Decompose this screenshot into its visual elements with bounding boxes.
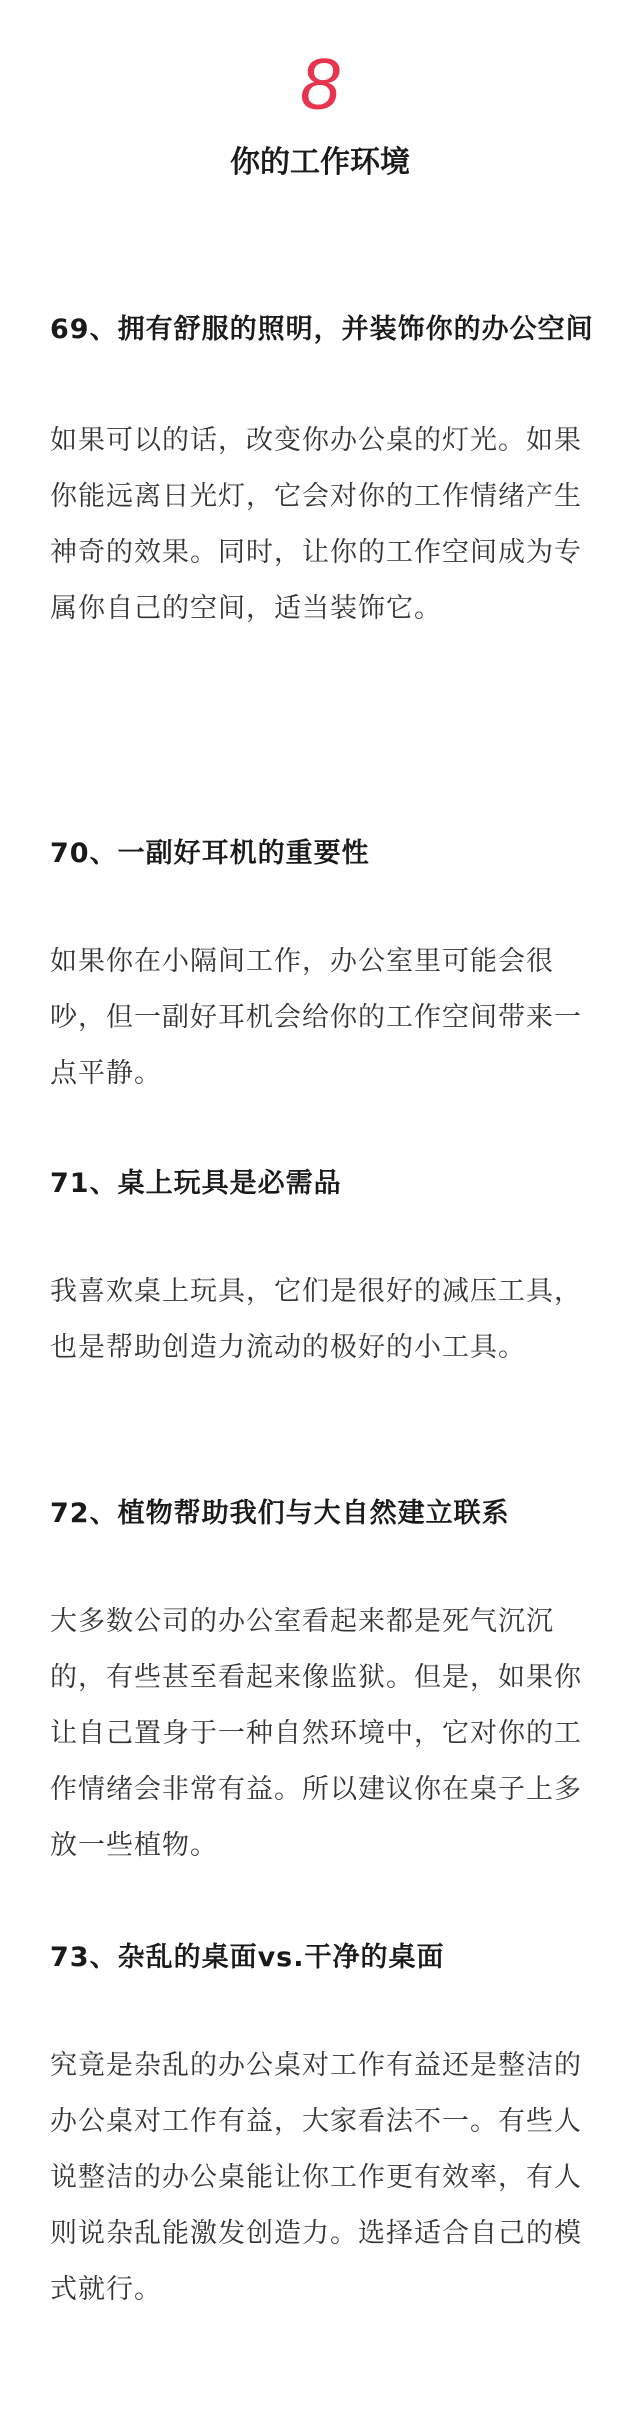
- tip-section-69: [50, 300, 595, 637]
- tip-section-72: [50, 1484, 595, 1874]
- tip-body: 我喜欢桌上玩具，它们是很好的减压工具，也是帮助创造力流动的极好的小工具。: [50, 1276, 582, 1363]
- chapter-number: 8: [299, 45, 341, 125]
- tip-heading: 73、杂乱的桌面vs.干净的桌面: [50, 1942, 445, 1973]
- tip-heading: 69、拥有舒服的照明，并装饰你的办公空间: [50, 314, 594, 345]
- tip-heading: 71、桌上玩具是必需品: [50, 1168, 342, 1199]
- tip-section-73: [50, 1928, 595, 2318]
- tip-body: 大多数公司的办公室看起来都是死气沉沉的，有些甚至看起来像监狱。但是，如果你让自己置身于一种自然环境中，它对你的工作情绪会非常有益。所以建议你在桌子上多放一些植物。: [50, 1606, 582, 1861]
- tip-body: 如果可以的话，改变你办公桌的灯光。如果你能远离日光灯，它会对你的工作情绪产生神奇的效果。同时，让你的工作空间成为专属你自己的空间，适当装饰它。: [50, 425, 582, 624]
- tip-section-71: [50, 1154, 595, 1376]
- tip-section-70: [50, 824, 595, 1102]
- chapter-title: 你的工作环境: [230, 145, 410, 180]
- tip-body: 如果你在小隔间工作，办公室里可能会很吵，但一副好耳机会给你的工作空间带来一点平静。: [50, 946, 582, 1089]
- tip-body: 究竟是杂乱的办公桌对工作有益还是整洁的办公桌对工作有益，大家看法不一。有些人说整洁的办公桌能让你工作更有效率，有人则说杂乱能激发创造力。选择适合自己的模式就行。: [50, 2050, 582, 2305]
- tip-heading: 70、一副好耳机的重要性: [50, 838, 370, 869]
- tip-heading: 72、植物帮助我们与大自然建立联系: [50, 1498, 510, 1529]
